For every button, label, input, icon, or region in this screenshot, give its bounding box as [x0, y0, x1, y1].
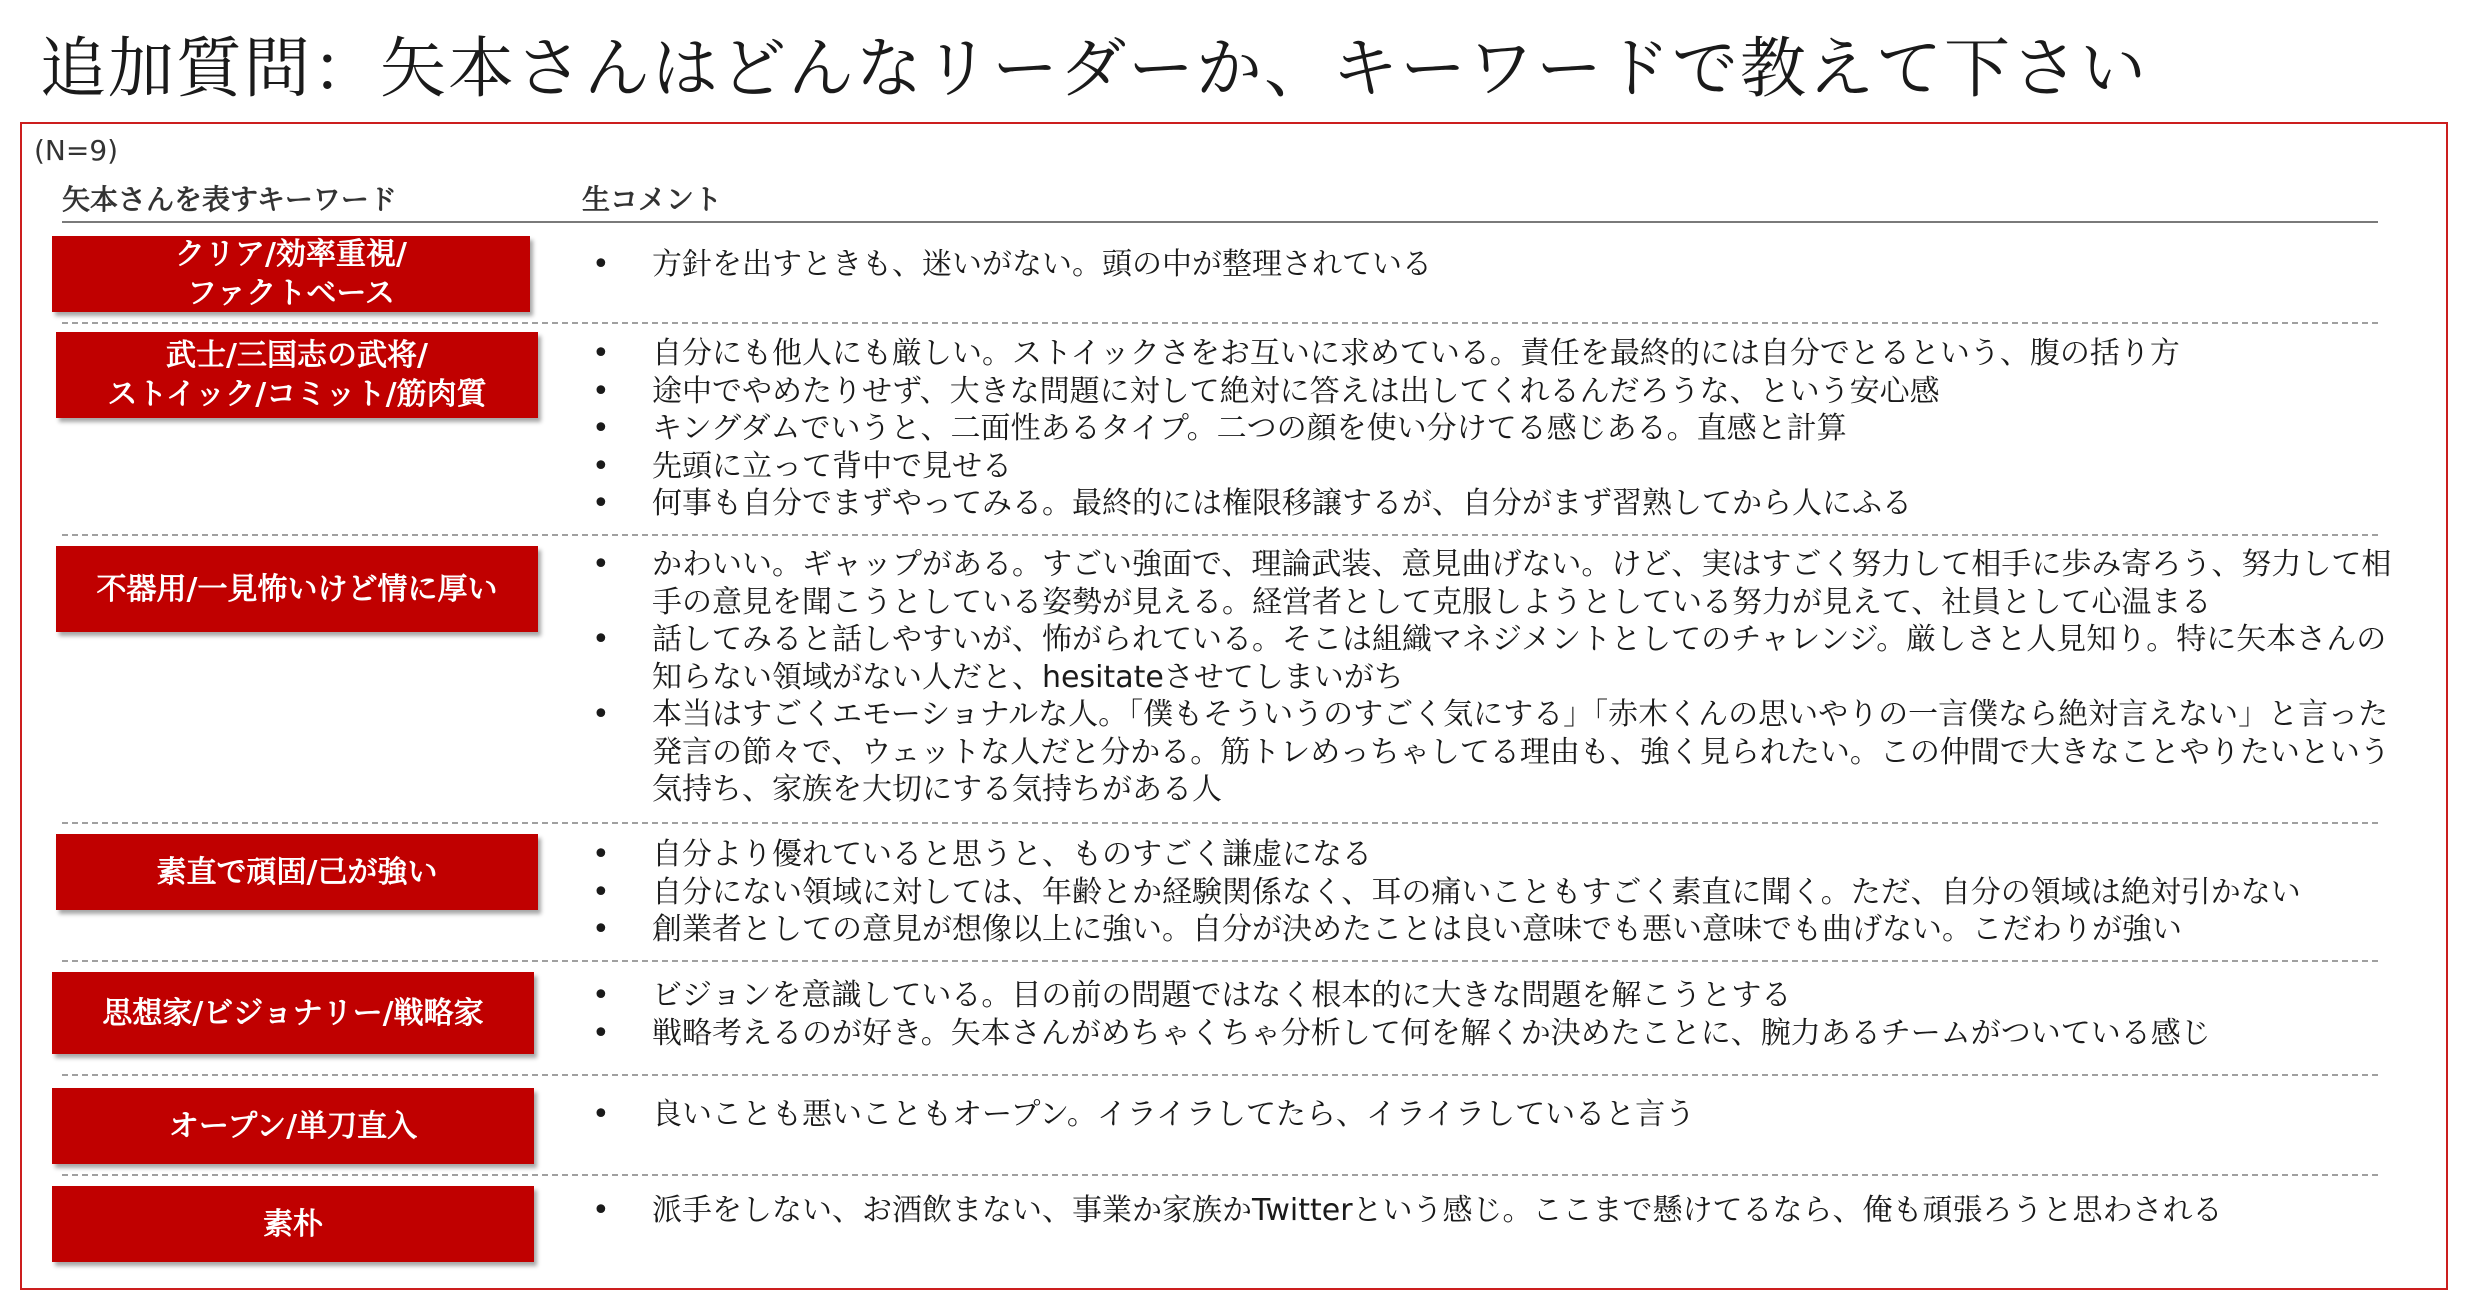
- comment-list: [582, 977, 2400, 1052]
- keyword-box: [52, 1186, 534, 1262]
- keyword-column-header: 矢本さんを表すキーワード: [62, 183, 397, 216]
- keyword-label: 思想家/ビジョナリー/戦略家: [102, 995, 484, 1031]
- comment-item: • 本当はすごくエモーショナルな人。「僕もそういうのすごく気にする」「赤木くんの思いやりの一言僕なら絶対言えない」と言った発言の節々で、ウェットな人だと分かる。筋トレめっちゃしてる理由も、強く見られたい。この仲間で大きなことやりたいという気持ち、家族を大切にする気持ちがある人: [582, 696, 2400, 809]
- comment-item: • 話してみると話しやすいが、怖がられている。そこは組織マネジメントとしてのチャレンジ。厳しさと人見知り。特に矢本さんの知らない領域がない人だと、hesitateさせてしまいがち: [582, 621, 2400, 696]
- row-divider: [62, 822, 2378, 824]
- keyword-label: 素朴: [263, 1206, 323, 1242]
- comment-item: • 戦略考えるのが好き。矢本さんがめちゃくちゃ分析して何を解くか決めたことに、腕力あるチームがついている感じ: [582, 1015, 2400, 1053]
- comment-item: • かわいい。ギャップがある。すごい強面で、理論武装、意見曲げない。けど、実はすごく努力して相手に歩み寄ろう、努力して相手の意見を聞こうとしている姿勢が見える。経営者として克服しようとしている努力が見えて、社員として心温まる: [582, 546, 2400, 621]
- keyword-label: クリア/効率重視/ ファクトベース: [175, 237, 407, 311]
- comment-item: • 自分より優れていると思うと、ものすごく謙虚になる: [582, 836, 2400, 874]
- comment-list: [582, 836, 2400, 949]
- keyword-box: [52, 236, 530, 312]
- keyword-box: [56, 834, 538, 910]
- page-title: 追加質問：矢本さんはどんなリーダーか、キーワードで教えて下さい: [40, 30, 2148, 107]
- comment-item: • 先頭に立って背中で見せる: [582, 448, 2400, 486]
- comment-list: [582, 546, 2400, 809]
- comment-item: • 方針を出すときも、迷いがない。頭の中が整理されている: [582, 246, 2400, 284]
- row-divider: [62, 960, 2378, 962]
- keyword-box: [56, 332, 538, 418]
- comment-item: • ビジョンを意識している。目の前の問題ではなく根本的に大きな問題を解こうとする: [582, 977, 2400, 1015]
- comment-item: • 創業者としての意見が想像以上に強い。自分が決めたことは良い意味でも悪い意味でも曲げない。こだわりが強い: [582, 911, 2400, 949]
- comment-item: • 自分にも他人にも厳しい。ストイックさをお互いに求めている。責任を最終的には自分でとるという、腹の括り方: [582, 335, 2400, 373]
- keyword-box: [56, 546, 538, 632]
- comment-list: [582, 1192, 2400, 1230]
- comment-item: • 良いことも悪いこともオープン。イライラしてたら、イライラしていると言う: [582, 1096, 2400, 1134]
- row-divider: [62, 1074, 2378, 1076]
- row-divider: [62, 1174, 2378, 1176]
- comment-list: [582, 246, 2400, 284]
- comment-list: [582, 1096, 2400, 1134]
- keyword-label: 武士/三国志の武将/ ストイック/コミット/筋肉質: [107, 338, 487, 412]
- header-divider: [62, 221, 2378, 223]
- comment-item: • 自分にない領域に対しては、年齢とか経験関係なく、耳の痛いこともすごく素直に聞く。ただ、自分の領域は絶対引かない: [582, 874, 2400, 912]
- keyword-box: [52, 972, 534, 1054]
- comment-item: • 何事も自分でまずやってみる。最終的には権限移譲するが、自分がまず習熟してから人にふる: [582, 485, 2400, 523]
- keyword-box: [52, 1088, 534, 1164]
- comment-list: [582, 335, 2400, 523]
- comment-item: • キングダムでいうと、二面性あるタイプ。二つの顔を使い分けてる感じある。直感と計算: [582, 410, 2400, 448]
- comment-item: • 派手をしない、お酒飲まない、事業か家族かTwitterという感じ。ここまで懸けてるなら、俺も頑張ろうと思わされる: [582, 1192, 2400, 1230]
- row-divider: [62, 322, 2378, 324]
- row-divider: [62, 534, 2378, 536]
- comment-column-header: 生コメント: [582, 183, 723, 216]
- keyword-label: 素直で頑固/己が強い: [156, 854, 438, 890]
- keyword-label: 不器用/一見怖いけど情に厚い: [96, 571, 498, 607]
- sample-size-label: (N=9): [34, 134, 119, 167]
- comment-item: • 途中でやめたりせず、大きな問題に対して絶対に答えは出してくれるんだろうな、という安心感: [582, 373, 2400, 411]
- keyword-label: オープン/単刀直入: [168, 1108, 418, 1144]
